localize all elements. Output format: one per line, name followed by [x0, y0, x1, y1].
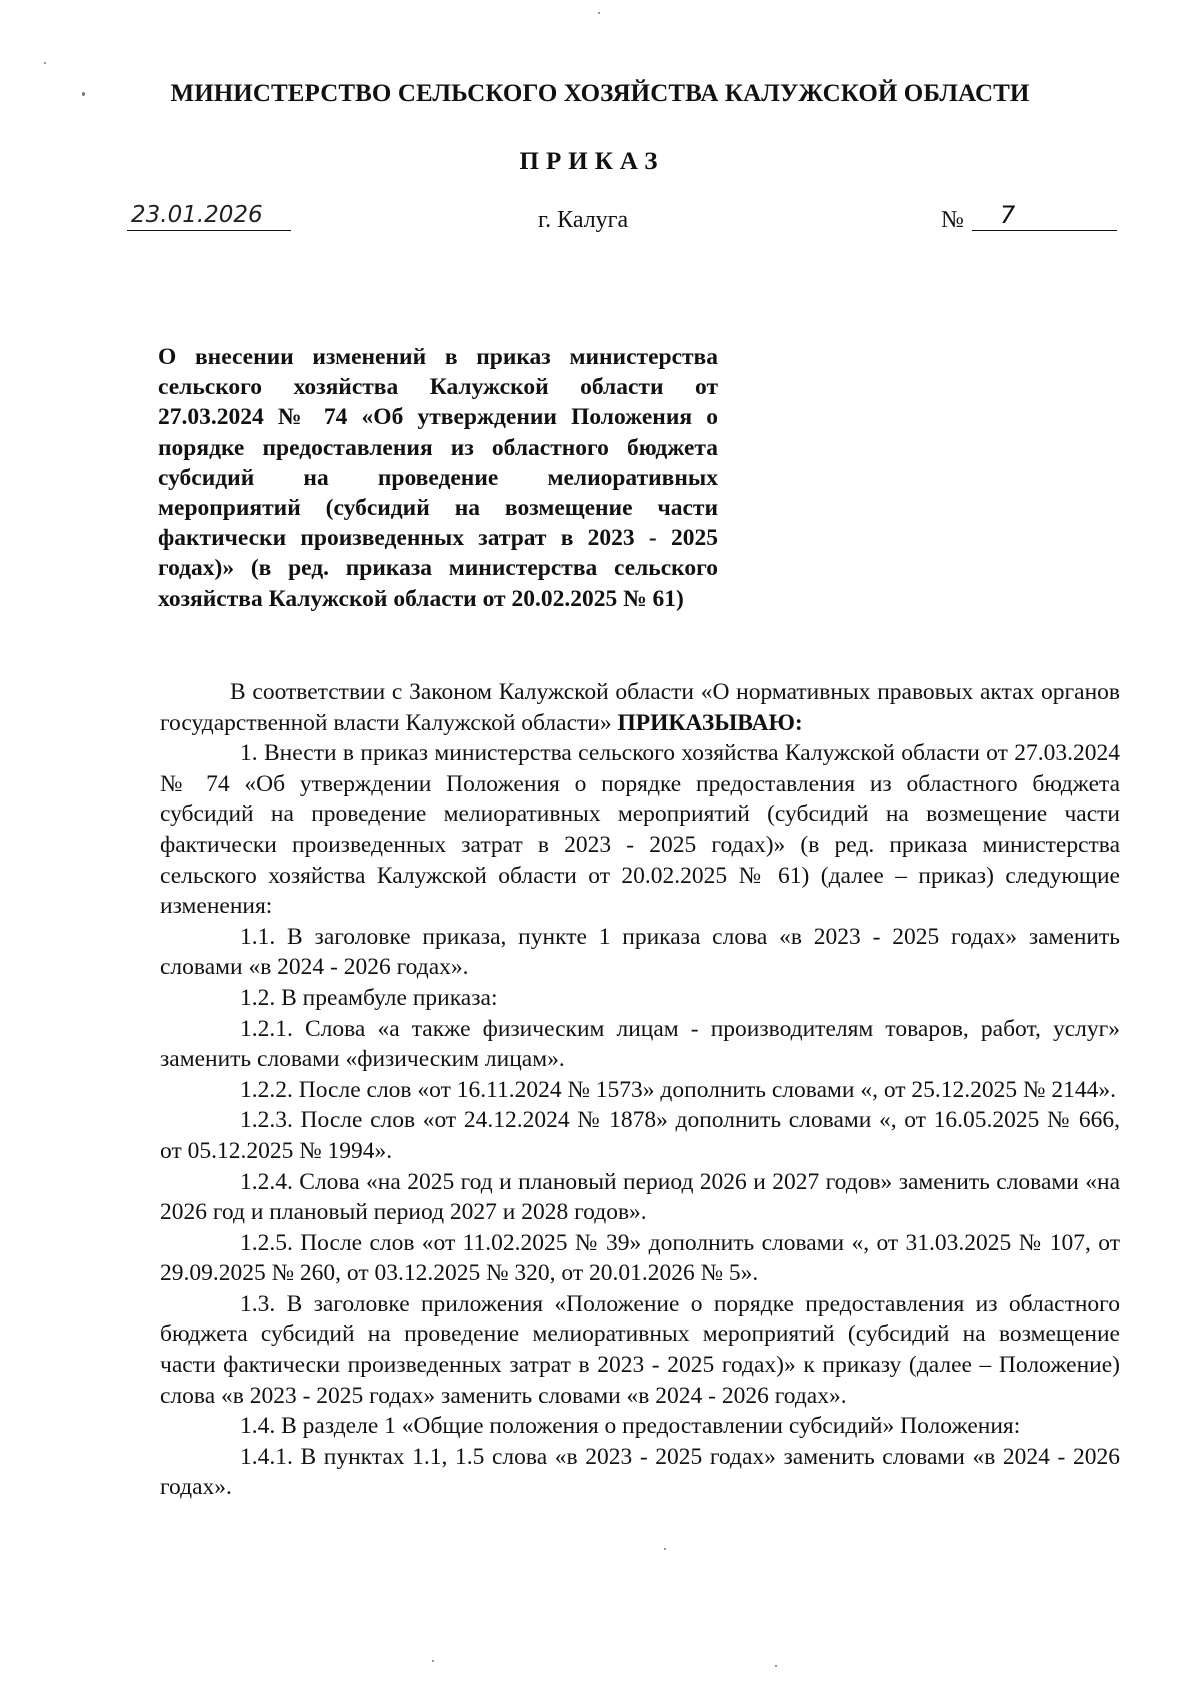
order-subject: О внесении изменений в приказ министерства сельского хозяйства Калужской области от 27.03.2024 № 74 «Об утверждении Положения о порядке предоставления из областного бюджета субсидий на проведение мелиоративных мероприятий (субсидий на возмещение части фактически произведенных затрат в 2023 - 2025 годах)» (в ред. приказа министерства сельского хозяйства Калужской области от 20.02.2025 № 61)	[158, 344, 718, 612]
body-preamble	[160, 677, 1120, 738]
body-paragraph: 1.1. В заголовке приказа, пункте 1 приказа слова «в 2023 - 2025 годах» заменить словами «в 2024 - 2026 годах».	[160, 923, 1120, 981]
body-paragraph: 1.2. В преамбуле приказа:	[240, 984, 498, 1011]
scan-speck	[664, 1548, 666, 1550]
order-body	[160, 677, 1120, 1503]
body-paragraph: 1.2.2. После слов «от 16.11.2024 № 1573» дополнить словами «, от 25.12.2025 № 2144».	[240, 1076, 1116, 1103]
order-number-label: №	[941, 207, 964, 233]
preamble-order-word: ПРИКАЗЫВАЮ:	[617, 709, 803, 736]
order-city: г. Калуга	[538, 207, 629, 233]
scan-speck	[82, 92, 85, 96]
body-paragraph: 1.4.1. В пунктах 1.1, 1.5 слова «в 2023 - 2025 годах» заменить словами «в 2024 - 2026 годах».	[160, 1443, 1120, 1501]
ministry-name: МИНИСТЕРСТВО СЕЛЬСКОГО ХОЗЯЙСТВА КАЛУЖСКОЙ ОБЛАСТИ	[170, 80, 1030, 107]
body-paragraph: 1.3. В заголовке приложения «Положение о порядке предоставления из областного бюджета субсидий на проведение мелиоративных мероприятий (субсидий на возмещение части фактически произведенных затрат в 2023 - 2025 годах)» к приказу (далее – Положение) слова «в 2023 - 2025 годах» заменить словами «в 2024 - 2026 годах».	[160, 1290, 1120, 1409]
body-paragraph: 1.2.1. Слова «а также физическим лицам - производителям товаров, работ, услуг» заменить словами «физическим лицам».	[160, 1015, 1120, 1073]
order-number: 7	[972, 200, 1117, 231]
scan-speck	[598, 12, 600, 14]
scan-speck	[775, 1665, 777, 1667]
order-date: 23.01.2026	[127, 200, 291, 231]
body-paragraph: 1.4. В разделе 1 «Общие положения о предоставлении субсидий» Положения:	[240, 1413, 1021, 1440]
preamble-text: В соответствии с Законом Калужской области «О нормативных правовых актах органов государственной власти Калужской области»	[160, 679, 1120, 736]
body-paragraph: 1.2.5. После слов «от 11.02.2025 № 39» дополнить словами «, от 31.03.2025 № 107, от 29.09.2025 № 260, от 03.12.2025 № 320, от 20.01.2026 № 5».	[160, 1229, 1120, 1287]
scan-speck	[44, 62, 46, 64]
scan-speck	[432, 1660, 434, 1662]
body-paragraph: 1.2.3. После слов «от 24.12.2024 № 1878» дополнить словами «, от 16.05.2025 № 666, от 05.12.2025 № 1994».	[160, 1107, 1120, 1164]
body-paragraph: 1. Внести в приказ министерства сельского хозяйства Калужской области от 27.03.2024 № 74 «Об утверждении Положения о порядке предоставления из областного бюджета субсидий на проведение мелиоративных мероприятий (субсидий на возмещение части фактически произведенных затрат в 2023 - 2025 годах)» (в ред. приказа министерства сельского хозяйства Калужской области от 20.02.2025 № 61) (далее – приказ) следующие изменения:	[160, 740, 1120, 920]
order-title: ПРИКАЗ	[519, 148, 665, 175]
body-paragraph: 1.2.4. Слова «на 2025 год и плановый период 2026 и 2027 годов» заменить словами «на 2026 год и плановый период 2027 и 2028 годов».	[160, 1168, 1120, 1226]
